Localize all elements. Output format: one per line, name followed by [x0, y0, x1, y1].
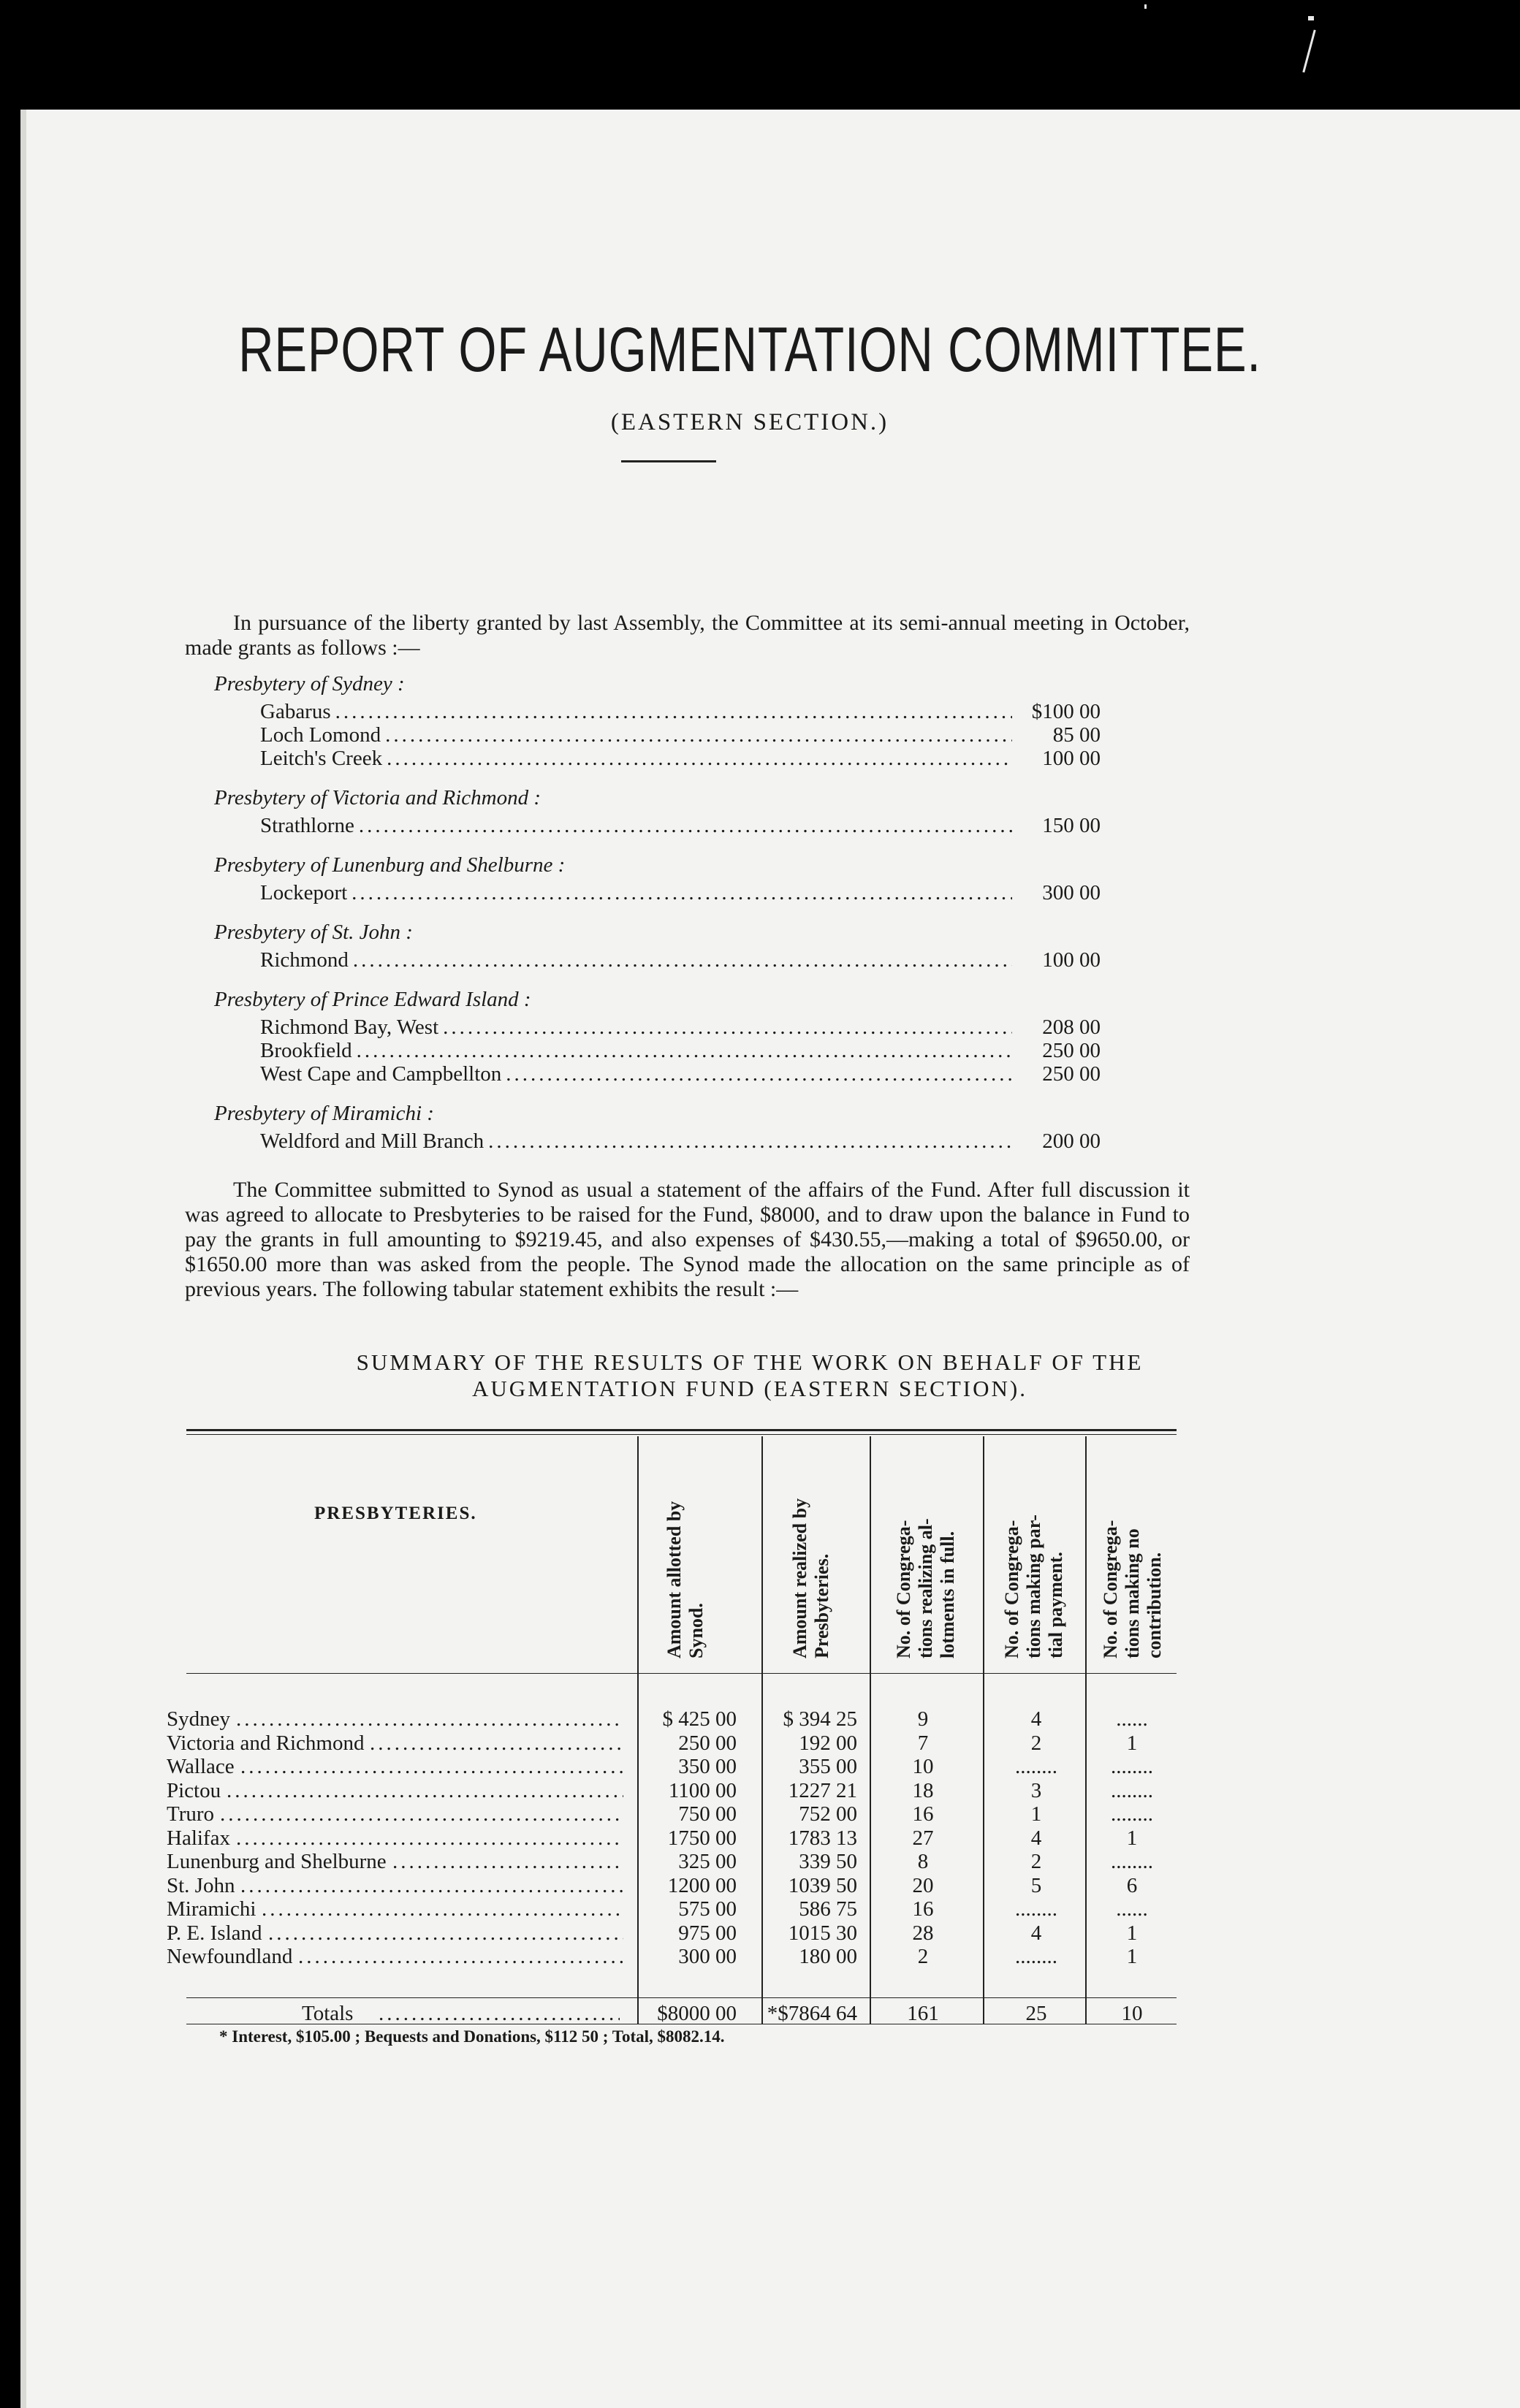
- cell-allotted: $ 425 00: [662, 1707, 737, 1731]
- cell-allotted: 250 00: [678, 1731, 737, 1755]
- totals-allotted: $8000 00: [657, 2002, 737, 2025]
- cell-full: 16: [912, 1897, 934, 1921]
- cell-allotted: 1200 00: [667, 1873, 737, 1897]
- cell-realized: 586 75: [799, 1897, 857, 1921]
- dot-leader: [443, 1016, 1012, 1040]
- scan-mark: [1302, 30, 1315, 73]
- cell-full: 8: [917, 1850, 929, 1873]
- cell-none: ........: [1111, 1802, 1153, 1826]
- cell-realized: 1039 50: [788, 1873, 857, 1897]
- grant-name: West Cape and Campbellton: [260, 1062, 502, 1086]
- grant-name: Gabarus: [260, 700, 331, 723]
- footnote: * Interest, $105.00 ; Bequests and Donations, $112 50 ; Total, $8082.14.: [219, 2027, 725, 2046]
- dot-leader: [352, 881, 1012, 905]
- dot-leader: [506, 1062, 1012, 1086]
- cell-partial: ........: [1015, 1897, 1057, 1921]
- totals-row: [167, 2002, 1175, 2024]
- cell-allotted: 1750 00: [667, 1826, 737, 1850]
- grant-amount: 150 00: [1042, 814, 1101, 837]
- grant-item: [260, 814, 1101, 838]
- grant-amount: 100 00: [1042, 948, 1101, 972]
- cell-full: 28: [912, 1921, 934, 1945]
- header-presbyteries: PRESBYTERIES.: [314, 1504, 477, 1523]
- cell-full: 18: [912, 1778, 934, 1802]
- cell-realized: 355 00: [799, 1755, 857, 1778]
- cell-partial: 5: [1030, 1873, 1042, 1897]
- table-row: [167, 1897, 1175, 1920]
- totals-none: 10: [1121, 2002, 1143, 2025]
- presbytery-heading: Presbytery of Victoria and Richmond :: [214, 786, 541, 809]
- cell-realized: 1783 13: [788, 1826, 857, 1850]
- table-top-rule-2: [186, 1434, 1177, 1435]
- presbytery-name: Sydney: [167, 1707, 230, 1731]
- table-row: [167, 1826, 1175, 1849]
- cell-partial: 3: [1030, 1778, 1042, 1802]
- dot-leader: [268, 1921, 623, 1946]
- totals-full: 161: [907, 2002, 939, 2025]
- grant-amount: $100 00: [1031, 700, 1101, 723]
- dot-leader: [227, 1779, 623, 1803]
- totals-rule: [186, 1997, 1177, 1998]
- totals-realized: *$7864 64: [767, 2002, 857, 2025]
- presbytery-heading: Presbytery of Miramichi :: [214, 1102, 434, 1125]
- cell-full: 10: [912, 1755, 934, 1778]
- dot-leader: [370, 1731, 623, 1756]
- scan-mark: [1144, 4, 1147, 9]
- table-row: [167, 1921, 1175, 1944]
- cell-partial: 4: [1030, 1826, 1042, 1850]
- cell-allotted: 575 00: [678, 1897, 737, 1921]
- table-header-rule: [186, 1673, 1177, 1674]
- table-row: [167, 1779, 1175, 1802]
- grant-amount: 200 00: [1042, 1129, 1101, 1153]
- dot-leader: [262, 1897, 623, 1921]
- title-rule: [621, 460, 716, 462]
- cell-none: ......: [1116, 1897, 1148, 1921]
- table-top-rule: [186, 1429, 1177, 1431]
- cell-allotted: 750 00: [678, 1802, 737, 1826]
- dot-leader: [220, 1802, 623, 1826]
- presbytery-name: Pictou: [167, 1778, 221, 1802]
- presbytery-name: St. John: [167, 1873, 235, 1897]
- presbytery-name: Halifax: [167, 1826, 230, 1850]
- cell-realized: 192 00: [799, 1731, 857, 1755]
- cell-full: 9: [917, 1707, 929, 1731]
- cell-full: 27: [912, 1826, 934, 1850]
- dot-leader: [385, 723, 1012, 747]
- table-row: [167, 1731, 1175, 1754]
- cell-realized: $ 394 25: [783, 1707, 857, 1731]
- cell-none: 6: [1126, 1873, 1138, 1897]
- dot-leader: [387, 747, 1012, 771]
- summary-title-line-1: SUMMARY OF THE RESULTS OF THE WORK ON BEHALF OF THE: [356, 1349, 1144, 1375]
- header-realized: Amount realized by Presbyteries.: [789, 1498, 832, 1658]
- table-row: [167, 1850, 1175, 1872]
- page-subtitle: (EASTERN SECTION.): [610, 409, 889, 435]
- grant-amount: 250 00: [1042, 1062, 1101, 1086]
- presbytery-heading: Presbytery of St. John :: [214, 921, 413, 944]
- header-none: No. of Congrega- tions making no contribution.: [1100, 1520, 1165, 1658]
- cell-none: ........: [1111, 1850, 1153, 1873]
- table-row: [167, 1945, 1175, 1967]
- totals-leader: [379, 2002, 620, 2026]
- cell-partial: 2: [1030, 1731, 1042, 1755]
- header-partial: No. of Congrega- tions making par- tial payment.: [1001, 1514, 1066, 1658]
- dot-leader: [298, 1945, 623, 1969]
- header-full: No. of Congrega- tions realizing al- lotments in full.: [893, 1518, 958, 1658]
- cell-allotted: 300 00: [678, 1945, 737, 1968]
- cell-realized: 1227 21: [788, 1778, 857, 1802]
- summary-title-line-2: AUGMENTATION FUND (EASTERN SECTION).: [472, 1376, 1027, 1401]
- cell-full: 16: [912, 1802, 934, 1826]
- presbytery-heading: Presbytery of Lunenburg and Shelburne :: [214, 853, 566, 877]
- grant-name: Loch Lomond: [260, 723, 381, 747]
- cell-partial: ........: [1015, 1945, 1057, 1968]
- cell-partial: 1: [1030, 1802, 1042, 1826]
- cell-full: 20: [912, 1873, 934, 1897]
- grant-name: Leitch's Creek: [260, 747, 383, 770]
- cell-allotted: 1100 00: [668, 1778, 737, 1802]
- cell-partial: 2: [1030, 1850, 1042, 1873]
- grant-name: Richmond Bay, West: [260, 1016, 439, 1039]
- presbytery-name: Lunenburg and Shelburne: [167, 1850, 387, 1873]
- grant-amount: 85 00: [1052, 723, 1101, 747]
- grant-name: Strathlorne: [260, 814, 354, 837]
- table-row: [167, 1874, 1175, 1897]
- grant-item: [260, 723, 1101, 747]
- committee-paragraph: The Committee submitted to Synod as usual a statement of the affairs of the Fund. After full discussion it was agreed to allocate to Presbyteries to be raised for the Fund, $8000, and to draw upon the balance in Fund to pay the grants in full amounting to $9219.45, and also expenses of $430.55,—making a total of $9650.00, or $1650.00 more than was asked from the people. The Synod made the allocation on the same principle as of previous years. The following tabular statement exhibits the result :—: [185, 1178, 1190, 1301]
- cell-realized: 180 00: [799, 1945, 857, 1968]
- cell-partial: 4: [1030, 1921, 1042, 1945]
- grant-name: Weldford and Mill Branch: [260, 1129, 484, 1153]
- grant-item: [260, 1129, 1101, 1154]
- grant-item: [260, 1062, 1101, 1086]
- grant-item: [260, 1016, 1101, 1040]
- cell-none: ......: [1116, 1707, 1148, 1731]
- presbytery-name: Wallace: [167, 1755, 235, 1778]
- grant-name: Richmond: [260, 948, 349, 972]
- scan-mark: [1308, 16, 1314, 20]
- cell-none: 1: [1126, 1945, 1138, 1968]
- grant-name: Brookfield: [260, 1039, 352, 1062]
- grant-amount: 208 00: [1042, 1016, 1101, 1039]
- dot-leader: [240, 1874, 623, 1898]
- presbytery-name: Miramichi: [167, 1897, 256, 1921]
- presbytery-name: Truro: [167, 1802, 215, 1826]
- intro-paragraph: In pursuance of the liberty granted by last Assembly, the Committee at its semi-annual meeting in October, made grants as follows :—: [185, 611, 1190, 660]
- cell-allotted: 975 00: [678, 1921, 737, 1945]
- cell-none: ........: [1111, 1755, 1153, 1778]
- cell-partial: ........: [1015, 1755, 1057, 1778]
- dot-leader: [240, 1755, 623, 1779]
- grant-item: [260, 948, 1101, 972]
- presbytery-name: P. E. Island: [167, 1921, 262, 1945]
- presbytery-heading: Presbytery of Sydney :: [214, 672, 405, 696]
- dot-leader: [359, 814, 1012, 838]
- grant-item: [260, 700, 1101, 724]
- page-spine: [20, 110, 26, 2408]
- cell-none: ........: [1111, 1778, 1153, 1802]
- totals-partial: 25: [1025, 2002, 1047, 2025]
- grant-amount: 100 00: [1042, 747, 1101, 770]
- presbytery-name: Victoria and Richmond: [167, 1731, 365, 1755]
- grant-item: [260, 747, 1101, 771]
- cell-none: 1: [1126, 1826, 1138, 1850]
- cell-none: 1: [1126, 1731, 1138, 1755]
- grant-amount: 250 00: [1042, 1039, 1101, 1062]
- cell-realized: 752 00: [799, 1802, 857, 1826]
- dot-leader: [357, 1039, 1012, 1063]
- dot-leader: [236, 1826, 623, 1851]
- presbytery-heading: Presbytery of Prince Edward Island :: [214, 988, 531, 1011]
- page-title: REPORT OF AUGMENTATION COMMITTEE.: [238, 315, 1261, 385]
- presbytery-name: Newfoundland: [167, 1945, 293, 1968]
- header-allotted: Amount allotted by Synod.: [664, 1501, 707, 1658]
- grant-item: [260, 1039, 1101, 1063]
- table-row: [167, 1755, 1175, 1778]
- table-row: [167, 1707, 1175, 1730]
- cell-none: 1: [1126, 1921, 1138, 1945]
- grant-item: [260, 881, 1101, 905]
- dot-leader: [353, 948, 1012, 972]
- cell-realized: 1015 30: [788, 1921, 857, 1945]
- cell-full: 7: [917, 1731, 929, 1755]
- cell-full: 2: [917, 1945, 929, 1968]
- cell-realized: 339 50: [799, 1850, 857, 1873]
- grant-name: Lockeport: [260, 881, 348, 904]
- cell-allotted: 350 00: [678, 1755, 737, 1778]
- dot-leader: [488, 1129, 1012, 1154]
- dot-leader: [335, 700, 1012, 724]
- cell-allotted: 325 00: [678, 1850, 737, 1873]
- cell-partial: 4: [1030, 1707, 1042, 1731]
- dot-leader: [236, 1707, 623, 1731]
- dot-leader: [392, 1850, 623, 1874]
- totals-label: Totals: [302, 2002, 354, 2025]
- grant-amount: 300 00: [1042, 881, 1101, 904]
- table-row: [167, 1802, 1175, 1825]
